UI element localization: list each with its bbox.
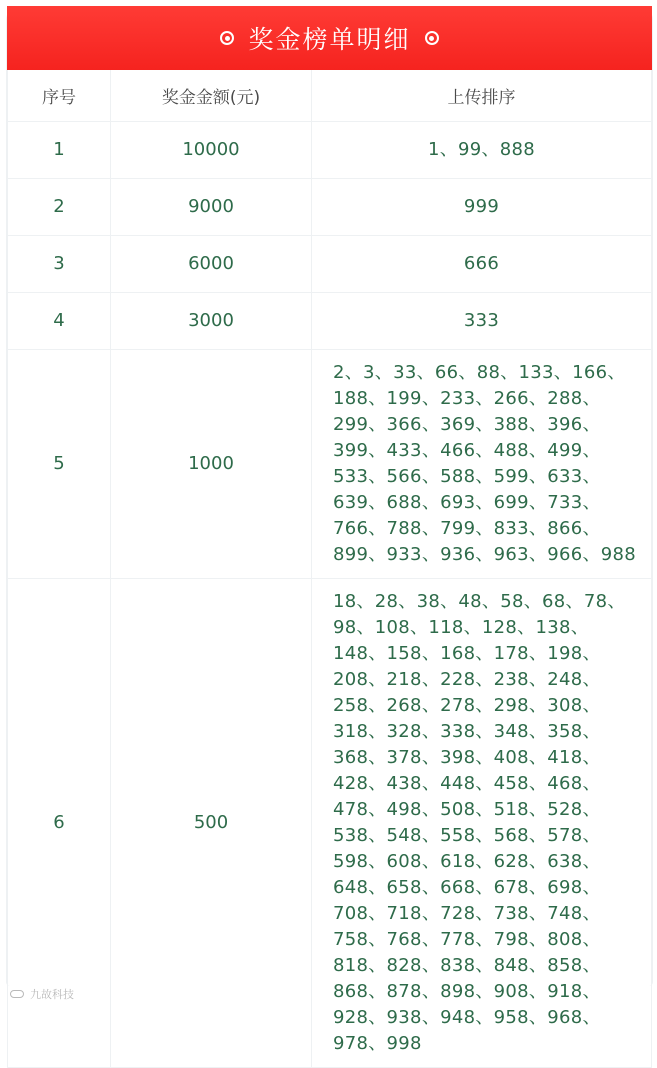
rank-cell: 3 <box>8 235 111 292</box>
table-row <box>8 292 652 349</box>
column-header-amount: 奖金金额(元) <box>111 70 312 121</box>
rank-cell: 1 <box>8 121 111 178</box>
prize-table <box>7 70 652 1068</box>
orders-cell: 333 <box>312 292 652 349</box>
column-header-orders: 上传排序 <box>312 70 652 121</box>
table-row <box>8 121 652 178</box>
amount-cell: 9000 <box>111 178 312 235</box>
table-row <box>8 578 652 1067</box>
column-header-rank: 序号 <box>8 70 111 121</box>
orders-cell: 2、3、33、66、88、133、166、188、199、233、266、288、299、366、369、388、396、399、433、466、488、499、533、566、588、599、633、639、688、693、699、733、766、788、799、833、866、899、933、936、963、966、988 <box>312 349 652 578</box>
rank-cell: 6 <box>8 578 111 1067</box>
amount-cell: 10000 <box>111 121 312 178</box>
prize-list-header <box>7 6 652 70</box>
cloud-icon <box>10 990 24 998</box>
rank-cell: 4 <box>8 292 111 349</box>
orders-cell: 1、99、888 <box>312 121 652 178</box>
table-row <box>8 235 652 292</box>
table-row <box>8 178 652 235</box>
amount-cell: 6000 <box>111 235 312 292</box>
rank-cell: 2 <box>8 178 111 235</box>
target-icon <box>220 31 234 45</box>
orders-cell: 666 <box>312 235 652 292</box>
watermark-text: 九故科技 <box>30 988 74 1001</box>
target-icon <box>425 31 439 45</box>
table-row <box>8 349 652 578</box>
amount-cell: 500 <box>111 578 312 1067</box>
amount-cell: 1000 <box>111 349 312 578</box>
table-header-row <box>8 70 652 121</box>
watermark <box>10 986 74 1002</box>
orders-cell: 18、28、38、48、58、68、78、98、108、118、128、138、148、158、168、178、198、208、218、228、238、248、258、268、278、298、308、318、328、338、348、358、368、378、398、408、418、428、438、448、458、468、478、498、508、518、528、538、548、558、568、578、598、608、618、628、638、648、658、668、678、698、708、718、728、738、748、758、768、778、798、808、818、828、838、848、858、868、878、898、908、918、928、938、948、958、968、978、998 <box>312 578 652 1067</box>
page-title: 奖金榜单明细 <box>248 25 411 54</box>
rank-cell: 5 <box>8 349 111 578</box>
orders-cell: 999 <box>312 178 652 235</box>
amount-cell: 3000 <box>111 292 312 349</box>
